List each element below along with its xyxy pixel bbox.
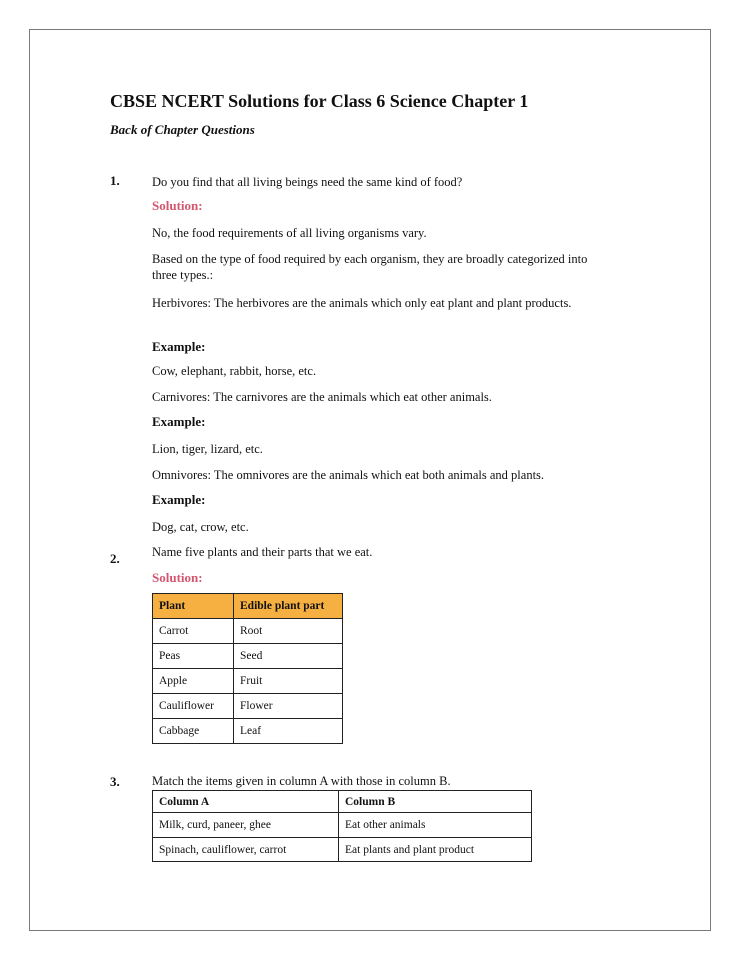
question-3-number: 3. <box>110 774 120 789</box>
table-cell: Seed <box>234 644 343 669</box>
question-1-answer-omnivores: Omnivores: The omnivores are the animals which eat both animals and plants. <box>152 468 545 482</box>
question-2-text: Name five plants and their parts that we eat. <box>152 545 373 559</box>
question-2-number: 2. <box>110 551 120 566</box>
table-cell: Root <box>234 619 343 644</box>
table-cell: Cabbage <box>153 719 234 744</box>
table-header-cell: Column B <box>339 791 532 813</box>
example-carnivores: Lion, tiger, lizard, etc. <box>152 442 263 456</box>
table-header-cell: Column A <box>153 791 339 813</box>
question-2-solution-label: Solution: <box>152 570 203 585</box>
match-columns-table <box>152 790 532 862</box>
example-herbivores: Cow, elephant, rabbit, horse, etc. <box>152 364 317 378</box>
table-header-cell: Plant <box>153 594 234 619</box>
table-row <box>153 813 532 838</box>
table-header-row <box>153 791 532 813</box>
table-cell: Leaf <box>234 719 343 744</box>
table-cell: Flower <box>234 694 343 719</box>
question-1-text: Do you find that all living beings need the same kind of food? <box>152 175 463 189</box>
table-row <box>153 838 532 862</box>
section-subtitle: Back of Chapter Questions <box>110 122 255 137</box>
table-header-cell: Edible plant part <box>234 594 343 619</box>
example-omnivores: Dog, cat, crow, etc. <box>152 520 249 534</box>
question-1-answer-carnivores: Carnivores: The carnivores are the animals which eat other animals. <box>152 390 492 404</box>
table-header-row <box>153 594 343 619</box>
table-row <box>153 694 343 719</box>
question-1-answer-p1: No, the food requirements of all living organisms vary. <box>152 226 427 240</box>
table-cell: Fruit <box>234 669 343 694</box>
document-title: CBSE NCERT Solutions for Class 6 Science Chapter 1 <box>110 91 529 111</box>
question-1-solution-label: Solution: <box>152 198 203 213</box>
table-cell: Carrot <box>153 619 234 644</box>
table-cell: Milk, curd, paneer, ghee <box>153 813 339 838</box>
question-1-answer-p2: Based on the type of food required by each organism, they are broadly categorized into three types.: <box>152 252 588 282</box>
document-page <box>29 29 711 931</box>
table-cell: Eat plants and plant product <box>339 838 532 862</box>
table-row <box>153 669 343 694</box>
edible-parts-table <box>152 593 343 744</box>
table-cell: Peas <box>153 644 234 669</box>
example-label-1: Example: <box>152 339 206 354</box>
table-row <box>153 719 343 744</box>
example-label-3: Example: <box>152 492 206 507</box>
example-label-2: Example: <box>152 414 206 429</box>
table-cell: Spinach, cauliflower, carrot <box>153 838 339 862</box>
table-cell: Apple <box>153 669 234 694</box>
table-cell: Eat other animals <box>339 813 532 838</box>
question-1-answer-herbivores: Herbivores: The herbivores are the animals which only eat plant and plant products. <box>152 296 572 310</box>
table-row <box>153 619 343 644</box>
table-cell: Cauliflower <box>153 694 234 719</box>
question-1-number: 1. <box>110 173 120 188</box>
question-3-text: Match the items given in column A with those in column B. <box>152 774 451 788</box>
table-row <box>153 644 343 669</box>
